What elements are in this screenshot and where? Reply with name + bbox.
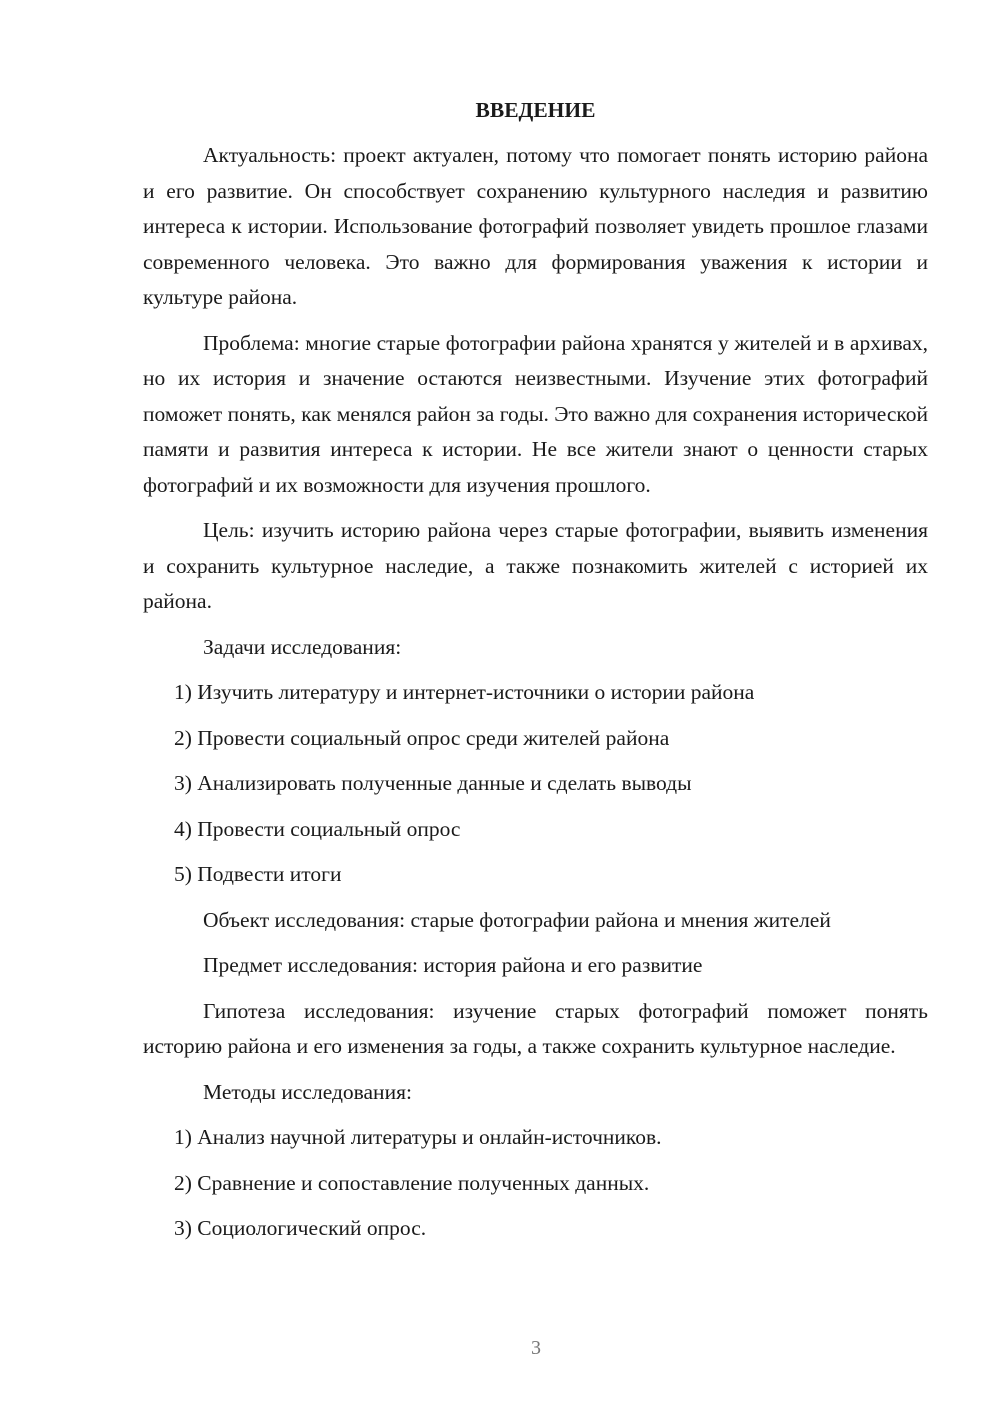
tasks-list: [143, 675, 928, 893]
page-title: ВВЕДЕНИЕ: [475, 98, 596, 122]
goal-paragraph: Цель: изучить историю района через старые фотографии, выявить изменения и сохранить культурное наследие, а также познакомить жителей с историей их района.: [143, 518, 928, 613]
problem-paragraph: Проблема: многие старые фотографии района хранятся у жителей и в архивах, но их история и значение остаются неизвестными. Изучение этих фотографий поможет понять, как менялся район за годы. Это важно для сохранения исторической памяти и развития интереса к истории. Не все жители знают о ценности старых фотографий и их возможности для изучения прошлого.: [143, 330, 928, 497]
subject-line: Предмет исследования: история района и его развитие: [203, 953, 703, 977]
tasks-heading: Задачи исследования:: [203, 634, 402, 659]
method-item: 1) Анализ научной литературы и онлайн-источников.: [174, 1125, 662, 1149]
hypothesis-paragraph: Гипотеза исследования: изучение старых фотографий поможет понять историю района и его изменения за годы, а также сохранить культурное наследие.: [143, 998, 928, 1058]
task-item: 5) Подвести итоги: [174, 862, 342, 886]
methods-heading: Методы исследования:: [203, 1079, 412, 1104]
task-item: 4) Провести социальный опрос: [174, 816, 461, 841]
task-item: 3) Анализировать полученные данные и сделать выводы: [174, 771, 692, 795]
task-item: 2) Провести социальный опрос среди жителей района: [174, 725, 670, 750]
relevance-paragraph: Актуальность: проект актуален, потому что помогает понять историю района и его развитие. Он способствует сохранению культурного наследия и развитию интереса к истории. Использование фотографий позволяет увидеть прошлое глазами современного человека. Это важно для формирования уважения к истории и культуре района.: [143, 143, 928, 309]
object-line: Объект исследования: старые фотографии района и мнения жителей: [203, 907, 831, 932]
methods-list: [143, 1120, 928, 1247]
page-content: [143, 93, 928, 1257]
method-item: 3) Социологический опрос.: [174, 1216, 427, 1240]
page-number: 3: [531, 1337, 541, 1359]
method-item: 2) Сравнение и сопоставление полученных данных.: [174, 1170, 650, 1195]
task-item: 1) Изучить литературу и интернет-источники о истории района: [174, 680, 755, 704]
